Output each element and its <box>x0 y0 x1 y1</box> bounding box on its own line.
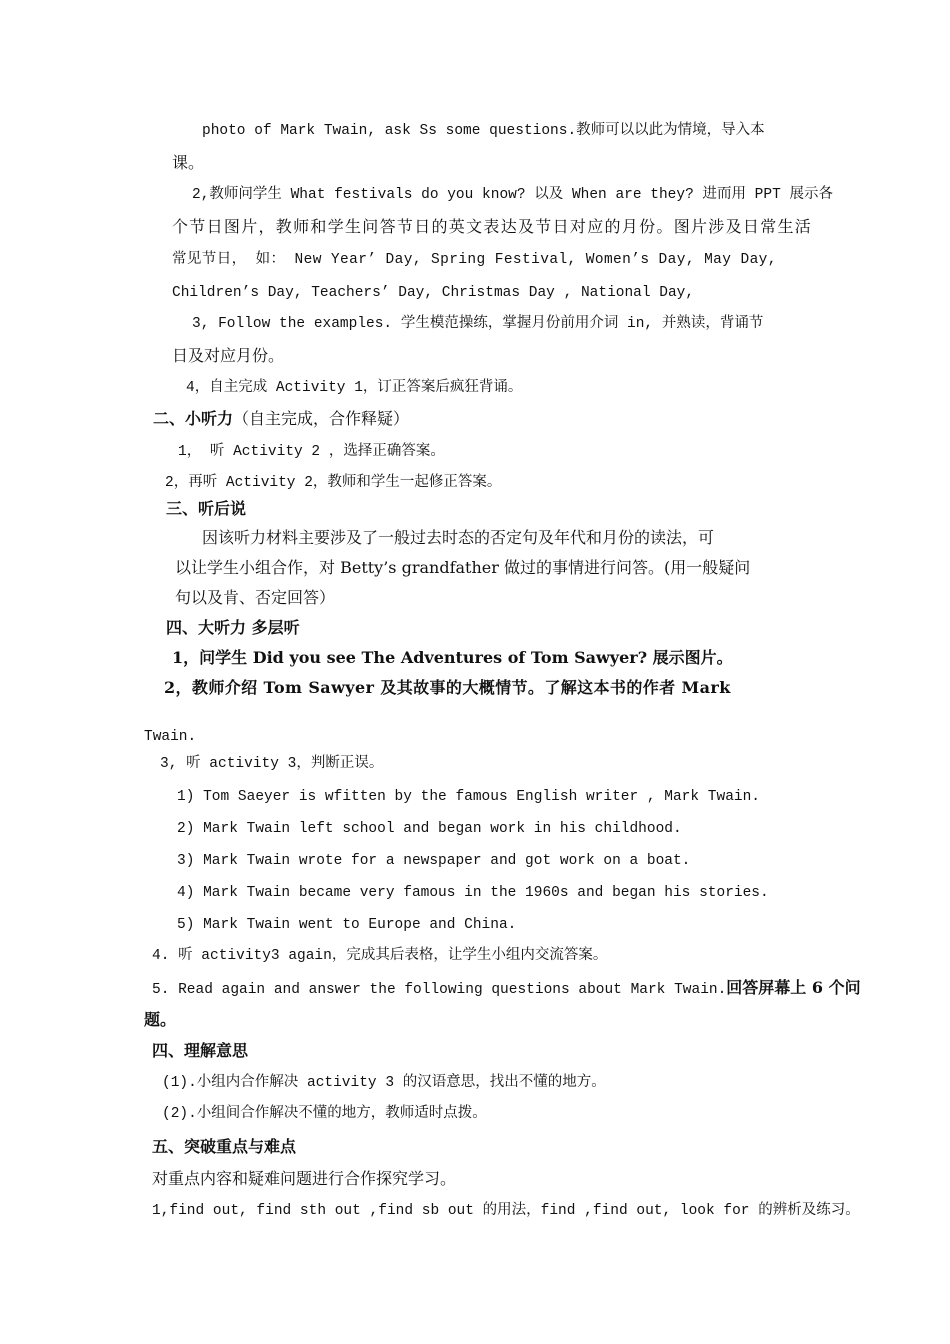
section-heading: 四、理解意思 <box>152 1041 249 1060</box>
paragraph-line: 3, Follow the examples. 学生模范操练，掌握月份前用介词 in, 并熟读，背诵节 <box>192 316 764 332</box>
paragraph-line: 4，自主完成 Activity 1，订正答案后疯狂背诵。 <box>186 380 523 396</box>
paragraph-line: 对重点内容和疑难问题进行合作探究学习。 <box>152 1169 457 1188</box>
paragraph-line: 1， 听 Activity 2 ，选择正确答案。 <box>178 444 445 460</box>
paragraph-line: 4. 听 activity3 again，完成其后表格，让学生小组内交流答案。 <box>152 948 608 964</box>
paragraph-line: 个节日图片，教师和学生问答节日的英文表达及节日对应的月份。图片涉及日常生活 <box>172 217 813 236</box>
paragraph-line: 3, 听 activity 3，判断正误。 <box>160 756 384 772</box>
paragraph-line: Twain. <box>144 729 197 745</box>
section-heading: 五、突破重点与难点 <box>152 1137 297 1156</box>
bold-line: 2，教师介绍 Tom Sawyer 及其故事的大概情节。了解这本书的作者 Mark <box>164 678 731 697</box>
section-heading: 四、大听力 多层听 <box>166 618 300 637</box>
paragraph-line: 以让学生小组合作，对 Betty’s grandfather 做过的事情进行问答。(用一般疑问 <box>175 558 751 577</box>
paragraph-line <box>152 978 861 1000</box>
paragraph-line: photo of Mark Twain, ask Ss some questions.教师可以以此为情境，导入本 <box>202 123 765 139</box>
section-heading <box>153 409 409 429</box>
paragraph-line: 常见节日， 如： New Year’ Day, Spring Festival, Women’s Day, May Day, <box>172 252 777 268</box>
section-heading-title: 二、小听力 <box>153 409 234 428</box>
section-heading: 三、听后说 <box>166 499 247 518</box>
paragraph-bold-text: 回答屏幕上 6 个问 <box>726 978 861 997</box>
paragraph-line: 题。 <box>144 1010 177 1029</box>
paragraph-line: 2,教师问学生 What festivals do you know? 以及 When are they? 进而用 PPT 展示各 <box>192 187 833 203</box>
list-item: 4) Mark Twain became very famous in the 1960s and began his stories. <box>177 885 769 901</box>
list-item: 2) Mark Twain left school and began work in his childhood. <box>177 821 682 837</box>
section-heading-note: （自主完成，合作释疑） <box>233 409 410 428</box>
paragraph-line: 句以及肯、否定回答） <box>175 588 336 607</box>
list-item: 1) Tom Saeyer is wfitten by the famous English writer , Mark Twain. <box>177 789 760 805</box>
bold-line: 1，问学生 Did you see The Adventures of Tom Sawyer? 展示图片。 <box>172 648 733 667</box>
paragraph-line: 2，再听 Activity 2，教师和学生一起修正答案。 <box>165 475 502 491</box>
paragraph-text: 5. Read again and answer the following questions about Mark Twain. <box>152 982 727 998</box>
list-item: 5) Mark Twain went to Europe and China. <box>177 917 517 933</box>
paragraph-line: 因该听力材料主要涉及了一般过去时态的否定句及年代和月份的读法，可 <box>202 528 715 547</box>
paragraph-line: 课。 <box>172 153 205 172</box>
paragraph-line: (2).小组间合作解决不懂的地方，教师适时点拨。 <box>162 1106 487 1122</box>
list-item: 3) Mark Twain wrote for a newspaper and got work on a boat. <box>177 853 691 869</box>
paragraph-line: 日及对应月份。 <box>172 346 285 365</box>
paragraph-line: 1,find out, find sth out ,find sb out 的用法，find ,find out, look for 的辨析及练习。 <box>152 1203 860 1219</box>
paragraph-line: (1).小组内合作解决 activity 3 的汉语意思，找出不懂的地方。 <box>162 1075 606 1091</box>
paragraph-line: Children’s Day, Teachers’ Day, Christmas Day , National Day, <box>172 285 695 301</box>
